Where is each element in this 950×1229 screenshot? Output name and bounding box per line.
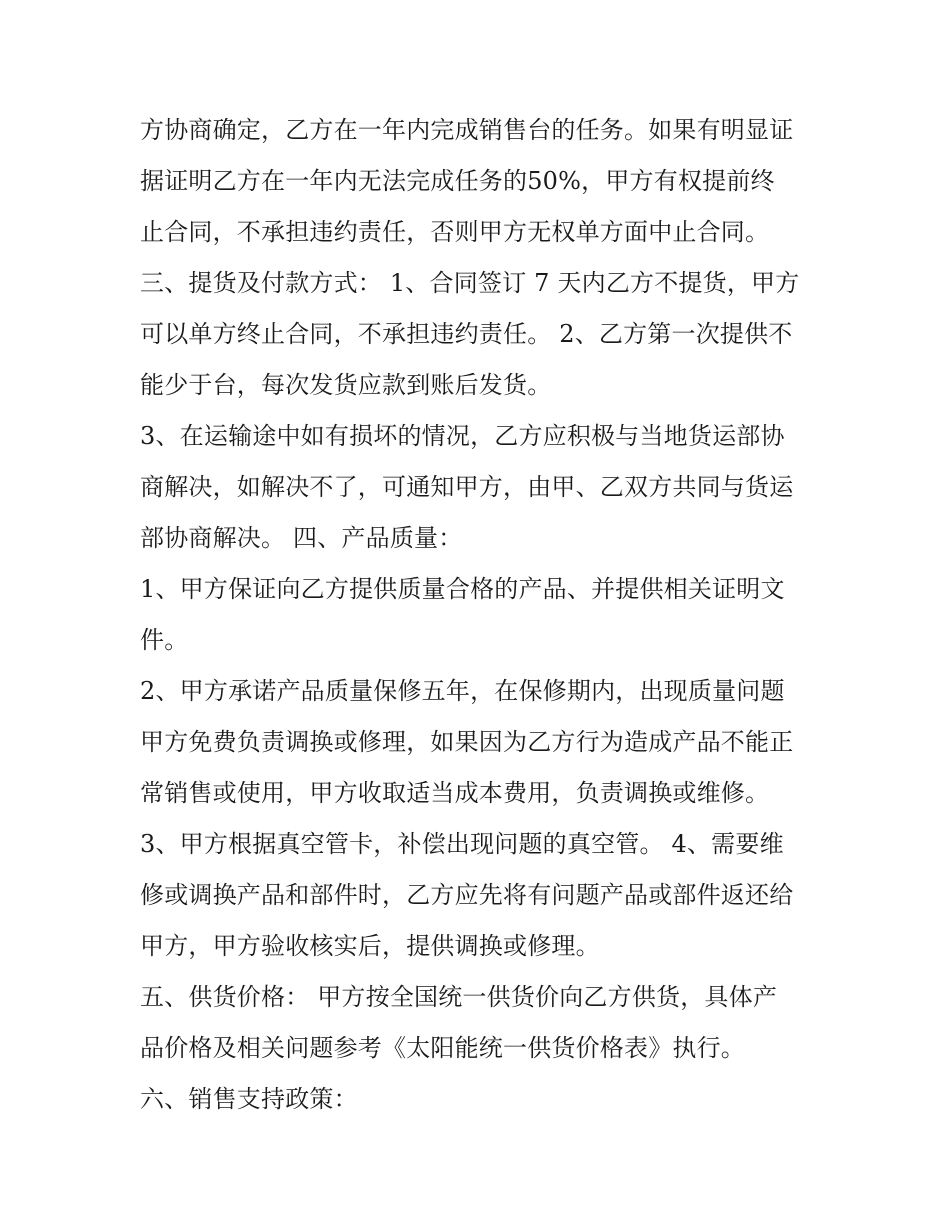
text-line: 商解决，如解决不了，可通知甲方，由甲、乙双方共同与货运: [140, 473, 794, 501]
text-line: 甲方免费负责调换或修理，如果因为乙方行为造成产品不能正: [140, 728, 794, 756]
text-line: 可以单方终止合同，不承担违约责任。 2、乙方第一次提供不: [140, 320, 793, 348]
text-line: 部协商解决。 四、产品质量：: [140, 524, 463, 552]
text-line: 修或调换产品和部件时，乙方应先将有问题产品或部件返还给: [140, 881, 794, 909]
text-line: 据证明乙方在一年内无法完成任务的50%，甲方有权提前终: [140, 167, 775, 195]
text-line: 件。: [140, 626, 189, 654]
text-line: 方协商确定，乙方在一年内完成销售台的任务。如果有明显证: [140, 116, 794, 144]
text-line: 2、甲方承诺产品质量保修五年，在保修期内，出现质量问题: [140, 677, 785, 705]
text-line: 3、在运输途中如有损坏的情况，乙方应积极与当地货运部协: [140, 422, 785, 450]
text-line: 三、提货及付款方式： 1、合同签订 7 天内乙方不提货，甲方: [140, 269, 800, 297]
text-line: 品价格及相关问题参考《太阳能统一供货价格表》执行。: [140, 1034, 745, 1062]
text-line: 3、甲方根据真空管卡，补偿出现问题的真空管。 4、需要维: [140, 830, 784, 858]
document-body: [140, 105, 820, 1125]
text-line: 六、销售支持政策：: [140, 1085, 358, 1113]
text-line: 常销售或使用，甲方收取适当成本费用，负责调换或维修。: [140, 779, 770, 807]
text-line: 甲方，甲方验收核实后，提供调换或修理。: [140, 932, 600, 960]
text-line: 五、供货价格： 甲方按全国统一供货价向乙方供货，具体产: [140, 983, 778, 1011]
text-line: 能少于台，每次发货应款到账后发货。: [140, 371, 552, 399]
text-line: 止合同，不承担违约责任，否则甲方无权单方面中止合同。: [140, 218, 770, 246]
text-line: 1、甲方保证向乙方提供质量合格的产品、并提供相关证明文: [140, 575, 785, 603]
